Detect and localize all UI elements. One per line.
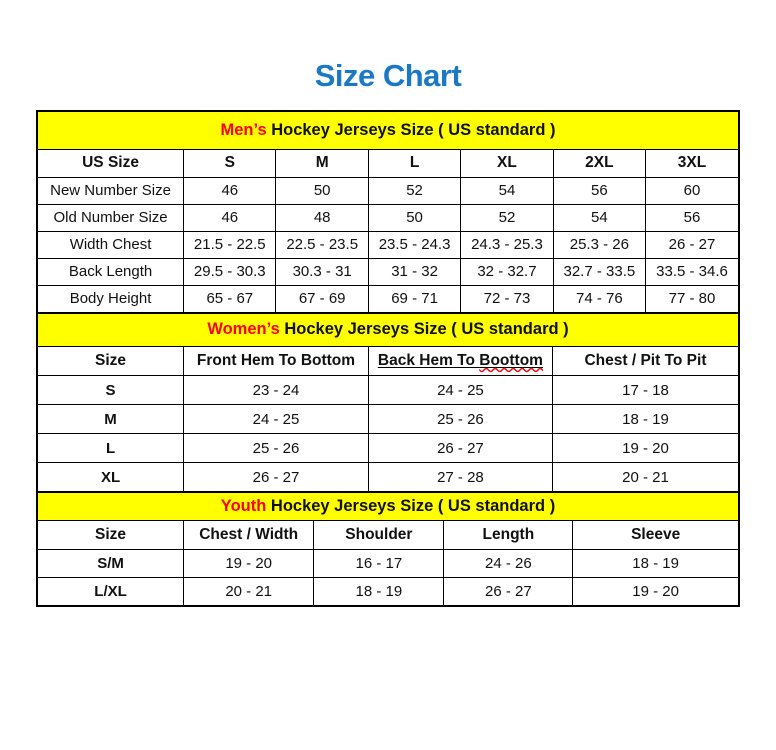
- size-value: 23.5 - 24.3: [368, 231, 460, 258]
- table-row: [38, 577, 738, 605]
- size-value: 56: [553, 177, 645, 204]
- mens-size-table: [38, 150, 738, 313]
- table-row: [38, 177, 738, 204]
- table-row: [38, 285, 738, 312]
- size-value: 46: [184, 177, 276, 204]
- banner-text-womens: Hockey Jerseys Size ( US standard ): [279, 320, 569, 338]
- size-value: 23 - 24: [184, 376, 369, 405]
- youth-size-section: [38, 492, 738, 605]
- size-value: 54: [461, 177, 553, 204]
- size-value: 24 - 25: [368, 376, 552, 405]
- row-label: New Number Size: [38, 177, 184, 204]
- column-header: 3XL: [646, 150, 738, 177]
- banner-text-youth: Hockey Jerseys Size ( US standard ): [266, 497, 556, 515]
- size-value: 25.3 - 26: [553, 231, 645, 258]
- size-chart-panel: [36, 110, 740, 607]
- header-row: [38, 150, 738, 177]
- column-header: XL: [461, 150, 553, 177]
- size-value: 65 - 67: [184, 285, 276, 312]
- table-row: [38, 231, 738, 258]
- banner-highlight-youth: Youth: [220, 497, 267, 515]
- mens-size-section: [38, 112, 738, 313]
- column-header: Shoulder: [314, 521, 444, 549]
- size-value: 18 - 19: [314, 577, 444, 605]
- header-row: [38, 521, 738, 549]
- table-row: [38, 204, 738, 231]
- column-header: Sleeve: [573, 521, 738, 549]
- size-value: 25 - 26: [184, 434, 369, 463]
- size-value: 24 - 26: [444, 549, 573, 577]
- size-value: 19 - 20: [573, 577, 738, 605]
- row-label: Back Length: [38, 258, 184, 285]
- size-value: 31 - 32: [368, 258, 460, 285]
- row-label: S: [38, 376, 184, 405]
- header-row: [38, 347, 738, 376]
- column-header: Size: [38, 521, 184, 549]
- size-value: 20 - 21: [552, 463, 738, 492]
- row-label: Old Number Size: [38, 204, 184, 231]
- size-value: 33.5 - 34.6: [646, 258, 738, 285]
- table-row: [38, 434, 738, 463]
- size-value: 46: [184, 204, 276, 231]
- size-value: 67 - 69: [276, 285, 368, 312]
- table-row: [38, 549, 738, 577]
- column-header: Chest / Width: [184, 521, 314, 549]
- size-value: 32.7 - 33.5: [553, 258, 645, 285]
- column-header: L: [368, 150, 460, 177]
- mens-section-banner: [38, 112, 738, 150]
- row-label: L: [38, 434, 184, 463]
- size-value: 26 - 27: [646, 231, 738, 258]
- youth-size-table: [38, 521, 738, 605]
- column-header: 2XL: [553, 150, 645, 177]
- size-value: 52: [461, 204, 553, 231]
- size-value: 16 - 17: [314, 549, 444, 577]
- table-row: [38, 405, 738, 434]
- size-value: 50: [368, 204, 460, 231]
- size-value: 26 - 27: [184, 463, 369, 492]
- column-header: [368, 347, 552, 376]
- size-value: 69 - 71: [368, 285, 460, 312]
- column-header: US Size: [38, 150, 184, 177]
- size-value: 21.5 - 22.5: [184, 231, 276, 258]
- banner-highlight-mens: Men’s: [220, 121, 267, 139]
- banner-text-mens: Hockey Jerseys Size ( US standard ): [266, 121, 556, 139]
- size-value: 48: [276, 204, 368, 231]
- column-header: Front Hem To Bottom: [184, 347, 369, 376]
- size-value: 50: [276, 177, 368, 204]
- size-value: 29.5 - 30.3: [184, 258, 276, 285]
- size-value: 74 - 76: [553, 285, 645, 312]
- womens-section-banner: [38, 313, 738, 347]
- page-title: Size Chart: [314, 58, 462, 93]
- size-value: 17 - 18: [552, 376, 738, 405]
- size-value: 25 - 26: [368, 405, 552, 434]
- underlined-header-text: Back Hem To Boottom: [377, 351, 543, 369]
- row-label: Width Chest: [38, 231, 184, 258]
- table-row: [38, 258, 738, 285]
- size-value: 77 - 80: [646, 285, 738, 312]
- table-row: [38, 376, 738, 405]
- size-value: 26 - 27: [368, 434, 552, 463]
- row-label: XL: [38, 463, 184, 492]
- column-header: M: [276, 150, 368, 177]
- size-value: 19 - 20: [184, 549, 314, 577]
- size-value: 72 - 73: [461, 285, 553, 312]
- size-value: 30.3 - 31: [276, 258, 368, 285]
- row-label: M: [38, 405, 184, 434]
- column-header: Length: [444, 521, 573, 549]
- misspelled-word: Boottom: [479, 351, 543, 369]
- column-header: Size: [38, 347, 184, 376]
- size-value: 19 - 20: [552, 434, 738, 463]
- size-value: 26 - 27: [444, 577, 573, 605]
- size-value: 52: [368, 177, 460, 204]
- womens-size-section: [38, 313, 738, 493]
- size-value: 27 - 28: [368, 463, 552, 492]
- size-value: 18 - 19: [573, 549, 738, 577]
- banner-highlight-womens: Women’s: [207, 320, 280, 338]
- youth-section-banner: [38, 492, 738, 521]
- size-value: 24 - 25: [184, 405, 369, 434]
- size-value: 32 - 32.7: [461, 258, 553, 285]
- size-value: 56: [646, 204, 738, 231]
- row-label: Body Height: [38, 285, 184, 312]
- size-value: 18 - 19: [552, 405, 738, 434]
- column-header: Chest / Pit To Pit: [552, 347, 738, 376]
- size-value: 60: [646, 177, 738, 204]
- row-label: L/XL: [38, 577, 184, 605]
- table-row: [38, 463, 738, 492]
- womens-size-table: [38, 347, 738, 493]
- row-label: S/M: [38, 549, 184, 577]
- size-value: 24.3 - 25.3: [461, 231, 553, 258]
- size-value: 20 - 21: [184, 577, 314, 605]
- size-value: 54: [553, 204, 645, 231]
- size-value: 22.5 - 23.5: [276, 231, 368, 258]
- column-header: S: [184, 150, 276, 177]
